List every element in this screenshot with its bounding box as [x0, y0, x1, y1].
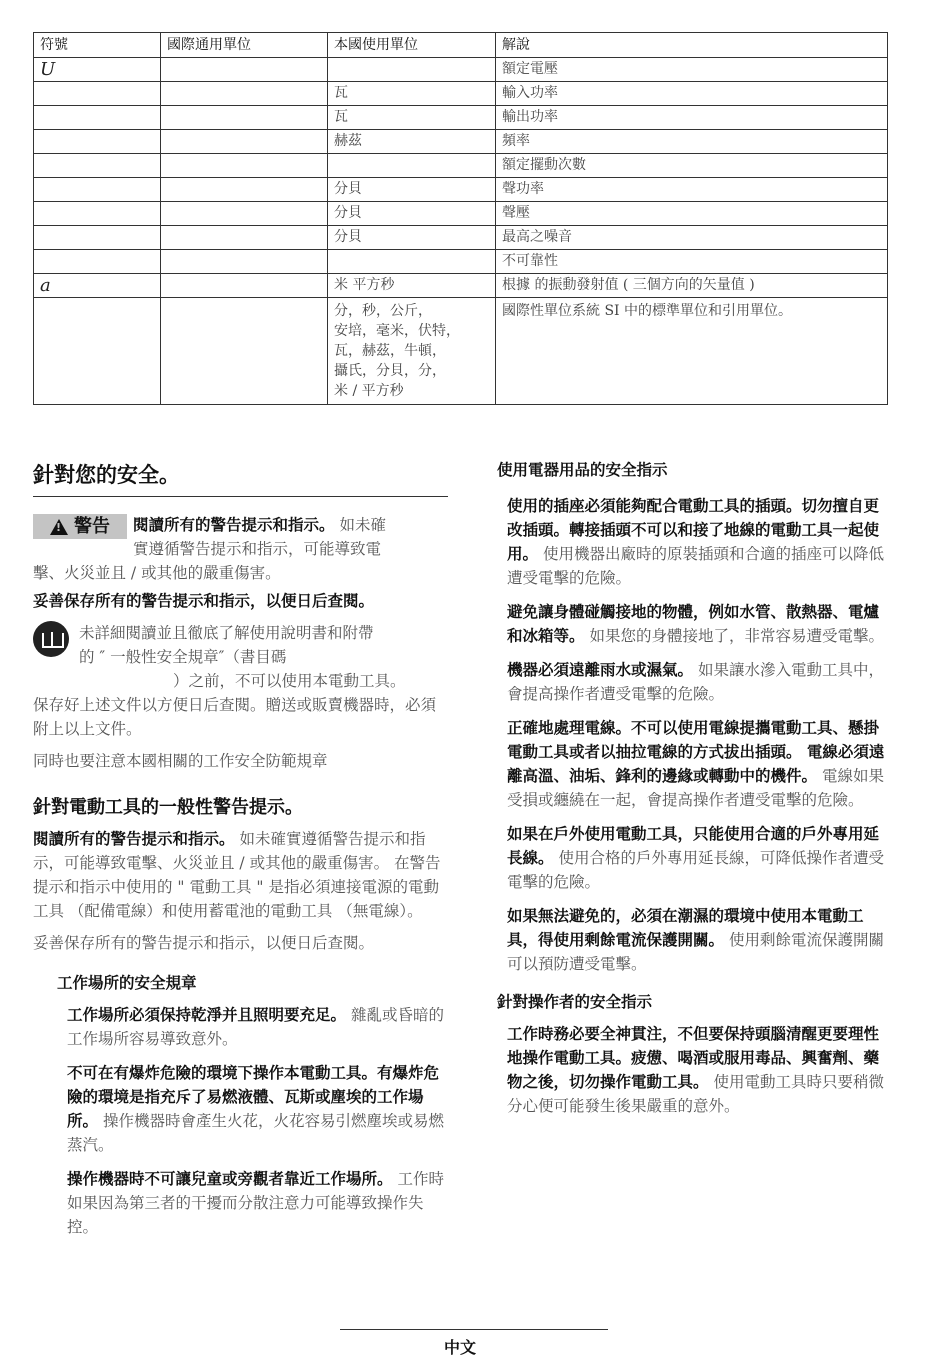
- table-row: [34, 82, 888, 106]
- header-intl-unit: 國際通用單位: [161, 33, 328, 58]
- instruction-bold: 正確地處理電線。不可以使用電線提攜電動工具、懸掛電動工具或者以抽拉電線的方式拔出插頭。 電線必須遠離高溫、油垢、鋒利的邊緣或轉動中的機件。: [507, 719, 885, 785]
- unit-line: 分，秒，公斤，: [334, 303, 432, 319]
- warning-label: 警告: [74, 516, 110, 537]
- table-row: [34, 202, 888, 226]
- general-warning-title: 針對電動工具的一般性警告提示。: [33, 797, 303, 818]
- instruction-item: [507, 658, 889, 706]
- table-cell-desc: 聲功率: [496, 178, 888, 202]
- table-row: [34, 226, 888, 250]
- table-cell-desc: 頻率: [496, 130, 888, 154]
- right-column: [497, 455, 889, 1128]
- read-manual-icon: [33, 621, 69, 657]
- general-bold: 閱讀所有的警告提示和指示。: [33, 830, 235, 848]
- instruction-bold: 如果無法避免的，必須在潮濕的環境中使用本電動工具，得使用剩餘電流保護開關。: [507, 907, 864, 949]
- table-row: [34, 154, 888, 178]
- table-cell-intl: [161, 106, 328, 130]
- table-cell-local: 瓦: [328, 106, 496, 130]
- instruction-text: 使用機器出廠時的原裝插頭和合適的插座可以降低遭受電擊的危險。: [507, 545, 884, 587]
- table-cell-desc: 根據 的振動發射值 ( 三個方向的矢量值 ): [496, 274, 888, 298]
- table-cell-intl: [161, 250, 328, 274]
- instruction-item: [507, 600, 889, 648]
- table-cell-desc: 輸出功率: [496, 106, 888, 130]
- table-cell-local: 赫茲: [328, 130, 496, 154]
- book-line-3: ）之前，不可以使用本電動工具。: [173, 672, 406, 690]
- table-cell-symbol: [34, 130, 161, 154]
- instruction-bold: 工作時務必要全神貫注，不但要保持頭腦清醒更要理性地操作電動工具。疲憊、喝酒或服用毒品、興奮劑、藥物之後，切勿操作電動工具。: [507, 1025, 880, 1091]
- unit-line: 瓦，赫茲，牛頓，: [334, 343, 446, 359]
- table-cell-local: [328, 250, 496, 274]
- keep-text: 妥善保存所有的警告提示和指示，以便日后查閱。: [33, 934, 375, 952]
- keep-instructions-bold: 妥善保存所有的警告提示和指示，以便日后查閱。: [33, 592, 375, 610]
- table-cell-local: 分貝: [328, 226, 496, 250]
- table-cell-intl: [161, 202, 328, 226]
- unit-line: 攝氏，分貝，分，: [334, 363, 446, 379]
- instruction-text: 使用電動工具時只要稍微分心便可能發生後果嚴重的意外。: [507, 1073, 884, 1115]
- table-cell-desc: 額定電壓: [496, 58, 888, 82]
- table-cell-intl: [161, 178, 328, 202]
- table-row: [34, 298, 888, 405]
- table-cell-local: 分貝: [328, 202, 496, 226]
- table-row: [34, 58, 888, 82]
- table-cell-symbol: [34, 82, 161, 106]
- instruction-item: [67, 1003, 448, 1051]
- table-cell-local: 瓦: [328, 82, 496, 106]
- instruction-text: 如果您的身體接地了，非常容易遭受電擊。: [589, 627, 884, 645]
- warning-triangle-icon: !: [50, 519, 68, 535]
- warning-bold: 閱讀所有的警告提示和指示。: [133, 516, 335, 534]
- header-symbol: 符號: [34, 33, 161, 58]
- table-header-row: [34, 33, 888, 58]
- instruction-item: [507, 1022, 889, 1118]
- header-local-unit: 本國使用單位: [328, 33, 496, 58]
- table-cell-local: 分貝: [328, 178, 496, 202]
- header-description: 解說: [496, 33, 888, 58]
- table-row: [34, 274, 888, 298]
- warning-line-3: 擊、火災並且 / 或其他的嚴重傷害。: [33, 564, 281, 582]
- general-paragraph: [33, 827, 448, 923]
- instruction-bold: 如果在戶外使用電動工具，只能使用合適的戶外專用延長線。: [507, 825, 880, 867]
- instruction-text: 電線如果受損或纏繞在一起，會提高操作者遭受電擊的危險。: [507, 767, 884, 809]
- instruction-bold: 工作場所必須保持乾淨并且照明要充足。: [67, 1006, 347, 1024]
- operator-list: [497, 1022, 889, 1118]
- footer-language: 中文: [443, 1338, 476, 1357]
- warning-text-1: 如未確: [339, 516, 386, 534]
- instruction-item: [507, 904, 889, 976]
- warning-line-2: 實遵循警告提示和指示，可能導致電: [133, 540, 382, 558]
- table-cell-intl: [161, 226, 328, 250]
- instruction-bold: 機器必須遠離雨水或濕氣。: [507, 661, 694, 679]
- table-cell-intl: [161, 82, 328, 106]
- instruction-text: 使用合格的戶外專用延長線，可降低操作者遭受電擊的危險。: [507, 849, 884, 891]
- table-cell-intl: [161, 154, 328, 178]
- table-cell-intl: [161, 130, 328, 154]
- table-cell-desc: 輸入功率: [496, 82, 888, 106]
- table-cell-symbol: [34, 106, 161, 130]
- table-cell-desc: 不可靠性: [496, 250, 888, 274]
- safety-title: 針對您的安全。: [33, 455, 448, 497]
- table-cell-local-units: [328, 298, 496, 405]
- table-cell-intl: [161, 58, 328, 82]
- workplace-title: 工作場所的安全規章: [57, 974, 197, 992]
- left-column: [33, 455, 448, 1249]
- table-cell-local: [328, 154, 496, 178]
- warning-badge: [33, 514, 127, 539]
- table-cell-desc: 聲壓: [496, 202, 888, 226]
- table-cell-symbol: [34, 226, 161, 250]
- instruction-text: 工作時如果因為第三者的干擾而分散注意力可能導致操作失控。: [67, 1170, 444, 1236]
- instruction-text: 使用剩餘電流保護開關可以預防遭受電擊。: [507, 931, 884, 973]
- table-cell-desc: 額定擺動次數: [496, 154, 888, 178]
- table-cell-local: [328, 58, 496, 82]
- instruction-item: [67, 1061, 448, 1157]
- table-cell-intl: [161, 274, 328, 298]
- symbol-table: [33, 32, 888, 405]
- instruction-text: 操作機器時會產生火花，火花容易引燃塵埃或易燃蒸汽。: [67, 1112, 444, 1154]
- unit-line: 米 / 平方秒: [334, 383, 404, 399]
- table-cell-symbol: [34, 250, 161, 274]
- table-cell-symbol: [34, 178, 161, 202]
- electrical-list: [497, 494, 889, 976]
- instruction-bold: 不可在有爆炸危險的環境下操作本電動工具。有爆炸危險的環境是指充斥了易燃液體、瓦斯或塵埃的工作場所。: [67, 1064, 440, 1130]
- table-row: [34, 178, 888, 202]
- footer-divider: [340, 1329, 608, 1330]
- table-cell-symbol: [34, 154, 161, 178]
- electrical-title: 使用電器用品的安全指示: [497, 461, 668, 479]
- table-cell-desc: 國際性單位系統 SI 中的標準單位和引用單位。: [496, 298, 888, 405]
- table-cell-symbol: [34, 202, 161, 226]
- table-cell-local: 米 平方秒: [328, 274, 496, 298]
- book-line-2: 的 ″ 一般性安全規章″（書目碼: [79, 648, 287, 666]
- instruction-item: [507, 822, 889, 894]
- read-manual-block: [33, 621, 448, 693]
- also-text: 同時也要注意本國相關的工作安全防範規章: [33, 752, 328, 770]
- instruction-item: [67, 1167, 448, 1239]
- instruction-bold: 使用的插座必須能夠配合電動工具的插頭。切勿擅自更改插頭。轉接插頭不可以和接了地線的電動工具一起使用。: [507, 497, 880, 563]
- instruction-bold: 避免讓身體碰觸接地的物體，例如水管、散熱器、電爐和冰箱等。: [507, 603, 880, 645]
- table-cell-symbol: U: [34, 58, 161, 82]
- save-text: 保存好上述文件以方便日后查閱。贈送或販賣機器時，必須附上以上文件。: [33, 696, 437, 738]
- operator-title: 針對操作者的安全指示: [497, 993, 653, 1011]
- table-cell-empty: [161, 298, 328, 405]
- warning-block: [33, 513, 448, 585]
- instruction-item: [507, 494, 889, 590]
- instruction-bold: 操作機器時不可讓兒童或旁觀者靠近工作場所。: [67, 1170, 393, 1188]
- book-line-1: 未詳細閱讀並且徹底了解使用說明書和附帶: [79, 624, 374, 642]
- general-text: 如未確實遵循警告提示和指示，可能導致電擊、火災並且 / 或其他的嚴重傷害。 在警告提示和指示中使用的 " 電動工具 " 是指必須連接電源的電動工具 （配備電線）和使用蓄電池的電動工具 （無電線）。: [33, 830, 441, 920]
- table-cell-empty: [34, 298, 161, 405]
- table-row: [34, 130, 888, 154]
- table-row: [34, 106, 888, 130]
- table-cell-desc: 最高之噪音: [496, 226, 888, 250]
- instruction-text: 如果讓水滲入電動工具中，會提高操作者遭受電擊的危險。: [507, 661, 884, 703]
- instruction-text: 雜亂或昏暗的工作場所容易導致意外。: [67, 1006, 444, 1048]
- workplace-list: [33, 1003, 448, 1239]
- instruction-item: [507, 716, 889, 812]
- unit-line: 安培，毫米，伏特，: [334, 323, 460, 339]
- table-row: [34, 250, 888, 274]
- table-cell-symbol: a: [34, 274, 161, 298]
